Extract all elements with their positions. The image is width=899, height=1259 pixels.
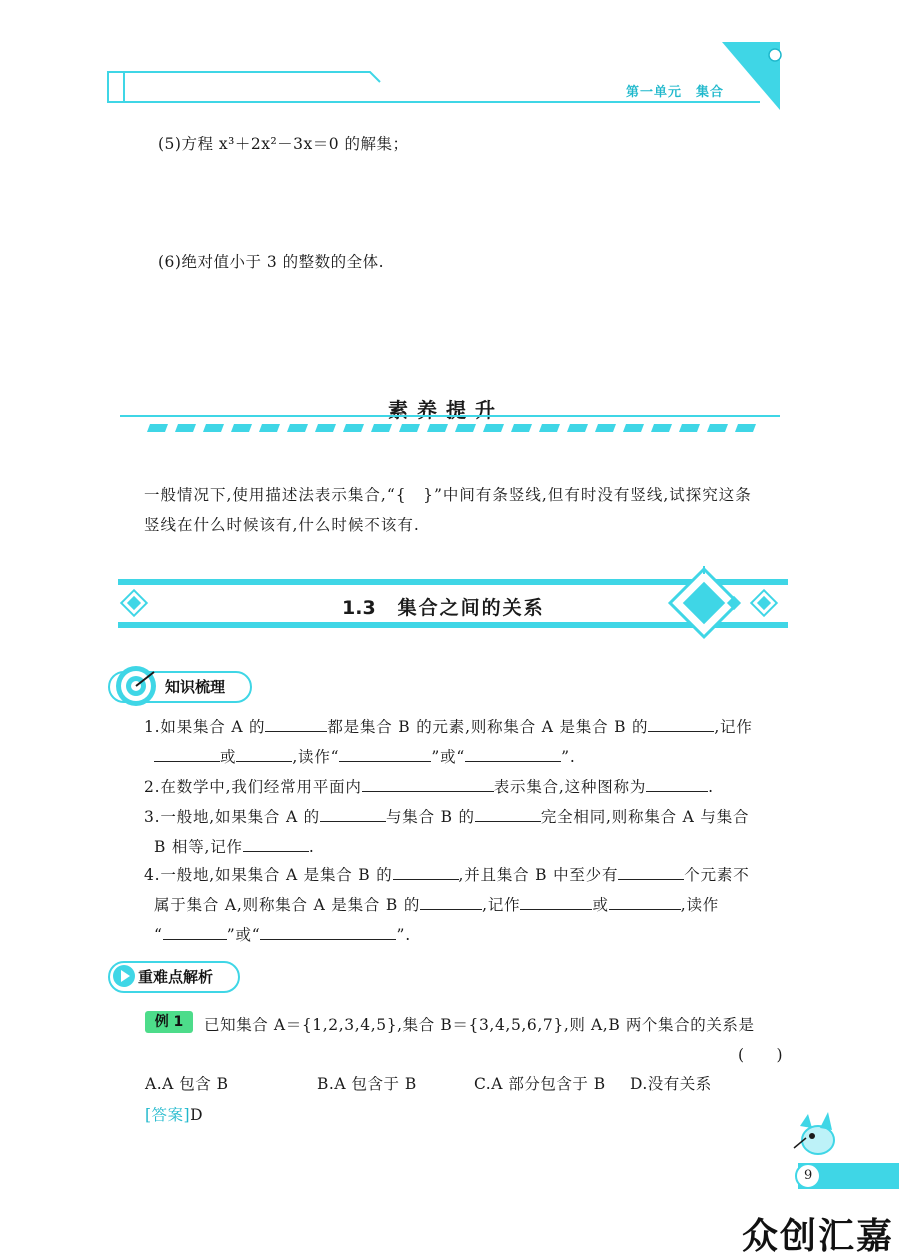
watermark: 众创汇嘉 bbox=[742, 1216, 895, 1257]
knowledge-label: 知识梳理 bbox=[165, 678, 226, 696]
section-heading bbox=[342, 593, 545, 620]
exercise-6: (6)绝对值小于 3 的整数的全体. bbox=[158, 253, 385, 271]
mascot-icon bbox=[790, 1108, 840, 1158]
option-d: D.没有关系 bbox=[630, 1075, 712, 1093]
answer-line bbox=[145, 1103, 203, 1125]
knowledge-item-2: 2.在数学中,我们经常用平面内 表示集合,这种图称为 . bbox=[144, 778, 714, 796]
example-question: 已知集合 A＝{1,2,3,4,5},集合 B＝{3,4,5,6,7},则 A,B 两个集合的关系是 bbox=[204, 1016, 755, 1034]
answer-paren: ( ) bbox=[738, 1046, 784, 1064]
literacy-text-line-2: 竖线在什么时候该有,什么时候不该有. bbox=[144, 516, 420, 534]
keypoints-label: 重难点解析 bbox=[138, 968, 214, 986]
header-banner bbox=[0, 0, 899, 120]
literacy-title-underline bbox=[120, 414, 780, 436]
play-icon bbox=[112, 964, 136, 988]
header-frame-graphic bbox=[0, 0, 899, 120]
section-title: 集合之间的关系 bbox=[397, 597, 545, 619]
answer-tag: [答案] bbox=[145, 1106, 191, 1124]
option-b: B.A 包含于 B bbox=[317, 1075, 417, 1093]
literacy-text-line-1: 一般情况下,使用描述法表示集合,“{ }”中间有条竖线,但有时没有竖线,试探究这条 bbox=[144, 486, 752, 504]
header-unit-label: 第一单元 集合 bbox=[626, 85, 725, 100]
target-icon bbox=[114, 664, 158, 708]
literacy-title: 素养提升 bbox=[388, 398, 504, 422]
section-number: 1.3 bbox=[342, 597, 376, 619]
option-c: C.A 部分包含于 B bbox=[474, 1075, 606, 1093]
knowledge-item-3: 3.一般地,如果集合 A 的 与集合 B 的 完全相同,则称集合 A 与集合 B 相等,记作 . bbox=[144, 808, 750, 856]
option-a: A.A 包含 B bbox=[145, 1075, 229, 1093]
exercise-5: (5)方程 x³＋2x²－3x＝0 的解集； bbox=[158, 135, 409, 153]
answer-value: D bbox=[190, 1106, 204, 1124]
knowledge-item-1: 1.如果集合 A 的 都是集合 B 的元素,则称集合 A 是集合 B 的 ,记作 或 ,读作“ ”或“ ”. bbox=[144, 718, 753, 766]
page-number: 9 bbox=[804, 1168, 813, 1183]
example-tag: 例 1 bbox=[145, 1011, 193, 1033]
knowledge-item-4: 4.一般地,如果集合 A 是集合 B 的 ,并且集合 B 中至少有 个元素不 属于集合 A,则称集合 A 是集合 B 的 ,记作 或 ,读作 “ ”或“ ”. bbox=[144, 866, 750, 944]
